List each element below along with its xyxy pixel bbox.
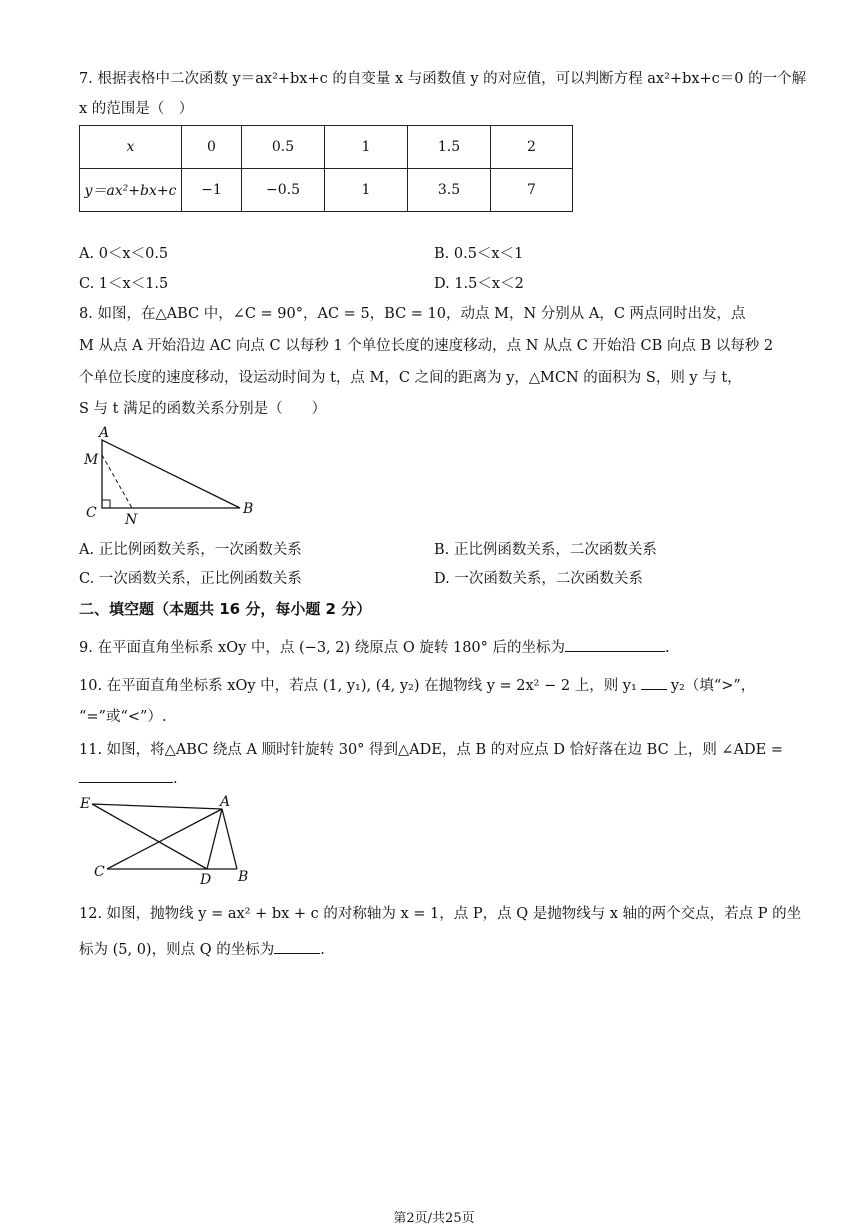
q12-end: . — [320, 942, 325, 958]
label-c: C — [94, 864, 105, 880]
segment-ea — [92, 804, 222, 809]
q7-stem-line2: x 的范围是（ ） — [79, 101, 194, 117]
q11-rotation-figure — [74, 790, 264, 890]
table-cell: −1 — [182, 169, 242, 212]
table-cell: y＝ax²+bx+c — [80, 169, 182, 212]
table-cell: 2 — [491, 126, 573, 169]
q9-end: . — [665, 640, 670, 656]
label-d: D — [200, 872, 212, 888]
q8-option-c: C. 一次函数关系，正比例函数关系 — [79, 571, 302, 587]
label-m: M — [84, 452, 99, 468]
q7-option-a: A. 0＜x＜0.5 — [79, 246, 169, 262]
q10-text-b: y₂（填“>”， — [670, 678, 756, 694]
right-angle-mark — [102, 500, 110, 508]
q12-stem-line2 — [79, 938, 325, 959]
q8-option-d: D. 一次函数关系，二次函数关系 — [434, 571, 643, 587]
q9-text: 9. 在平面直角坐标系 xOy 中，点 (−3, 2) 绕原点 O 旋转 180° 后的坐标为 — [79, 640, 566, 656]
table-row — [80, 126, 573, 169]
label-e: E — [80, 796, 91, 812]
table-cell: 1 — [325, 126, 408, 169]
q11-stem-line1: 11. 如图，将△ABC 绕点 A 顺时针旋转 30° 得到△ADE，点 B 的对应点 D 恰好落在边 BC 上，则 ∠ADE = — [79, 742, 784, 758]
segment-ed — [92, 804, 207, 869]
table-cell: −0.5 — [242, 169, 325, 212]
q7-option-b: B. 0.5＜x＜1 — [434, 246, 524, 262]
q8-option-a: A. 正比例函数关系，一次函数关系 — [79, 542, 302, 558]
q12-stem-line1: 12. 如图，抛物线 y = ax² + bx + c 的对称轴为 x = 1，点 P，点 Q 是抛物线与 x 轴的两个交点，若点 P 的坐 — [79, 906, 802, 922]
q8-option-b: B. 正比例函数关系，二次函数关系 — [434, 542, 657, 558]
q12-text: 标为 (5, 0)，则点 Q 的坐标为 — [79, 942, 275, 958]
answer-blank — [565, 637, 665, 652]
label-a: A — [99, 425, 110, 441]
segment-ab — [222, 809, 237, 869]
table-cell: 1 — [325, 169, 408, 212]
q10-text-a: 10. 在平面直角坐标系 xOy 中，若点 (1, y₁), (4, y₂) 在抛物线 y = 2x² − 2 上，则 y₁ — [79, 678, 637, 694]
q11-end: . — [173, 771, 178, 787]
table-row — [80, 169, 573, 212]
q8-stem-line1: 8. 如图，在△ABC 中，∠C = 90°，AC = 5，BC = 10，动点 M，N 分别从 A，C 两点同时出发，点 — [79, 306, 746, 322]
table-cell: 1.5 — [408, 126, 491, 169]
q7-stem-line1: 7. 根据表格中二次函数 y＝ax²+bx+c 的自变量 x 与函数值 y 的对应值，可以判断方程 ax²+bx+c＝0 的一个解 — [79, 71, 807, 87]
label-b: B — [238, 869, 249, 885]
page-number: 第2页/共25页 — [393, 1211, 475, 1226]
q9-stem — [79, 636, 670, 657]
answer-blank — [641, 675, 667, 690]
label-c: C — [86, 505, 97, 521]
answer-blank — [274, 939, 320, 954]
triangle-abc — [102, 440, 240, 508]
q10-stem-line2: “=”或“<”）. — [79, 709, 167, 725]
table-cell: 0.5 — [242, 126, 325, 169]
q8-stem-line4: S 与 t 满足的函数关系分别是（ ） — [79, 401, 327, 417]
answer-blank — [79, 768, 173, 783]
q7-value-table — [79, 125, 573, 212]
q7-option-d: D. 1.5＜x＜2 — [434, 276, 524, 292]
table-cell: 0 — [182, 126, 242, 169]
segment-ad — [207, 809, 222, 869]
q10-stem-line1 — [79, 674, 755, 695]
table-cell: 7 — [491, 169, 573, 212]
table-cell: 3.5 — [408, 169, 491, 212]
q7-option-c: C. 1＜x＜1.5 — [79, 276, 169, 292]
segment-ca — [107, 809, 222, 869]
q11-stem-line2 — [79, 768, 178, 787]
label-b: B — [243, 501, 254, 517]
label-n: N — [125, 512, 138, 528]
q8-triangle-figure — [80, 422, 270, 532]
q8-stem-line3: 个单位长度的速度移动，设运动时间为 t，点 M，C 之间的距离为 y，△MCN 的面积为 S，则 y 与 t， — [79, 370, 742, 386]
label-a: A — [220, 794, 231, 810]
section-title: 二、填空题（本题共 16 分，每小题 2 分） — [79, 600, 372, 618]
table-cell: x — [80, 126, 182, 169]
q8-stem-line2: M 从点 A 开始沿边 AC 向点 C 以每秒 1 个单位长度的速度移动，点 N 从点 C 开始沿 CB 向点 B 以每秒 2 — [79, 338, 774, 354]
